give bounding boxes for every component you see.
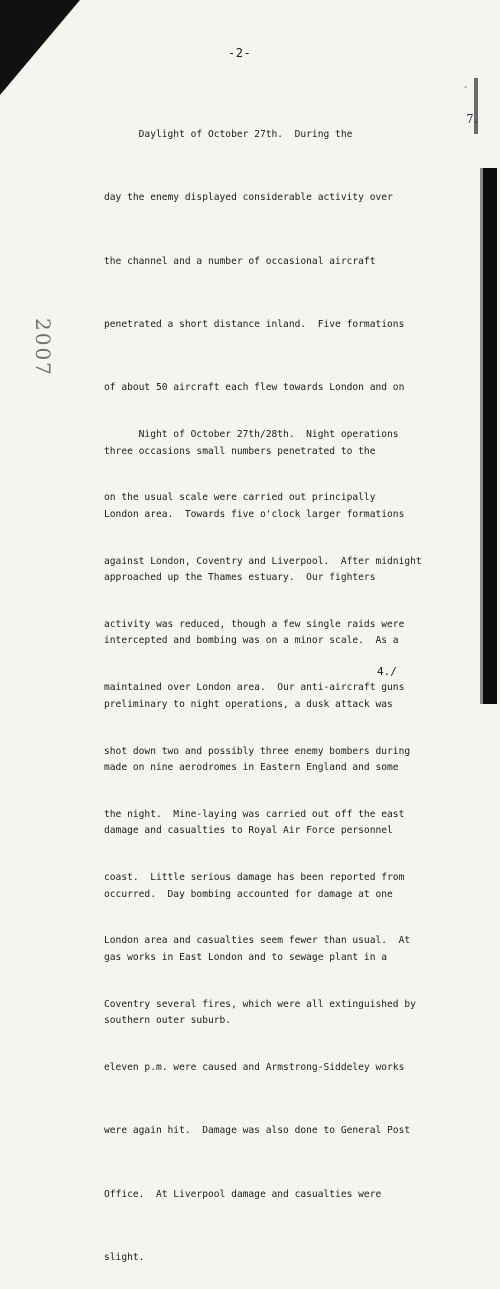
paragraph-night	[104, 382, 464, 1289]
text-line: Daylight of October 27th. During the	[104, 129, 353, 141]
text-line: shot down two and possibly three enemy bombers during	[104, 745, 411, 757]
text-line: were again hit. Damage was also done to General Post	[104, 1125, 411, 1137]
text-line: eleven p.m. were caused and Armstrong-Siddeley works	[104, 1062, 405, 1073]
text-line: approached up the Thames estuary. Our fighters	[104, 572, 376, 584]
text-line: three occasions small numbers penetrated to the	[104, 445, 376, 457]
continuation-marker: 4./	[377, 665, 397, 678]
text-line: gas works in East London and to sewage plant in a	[104, 951, 388, 963]
margin-note: 7.	[466, 112, 478, 126]
text-line: of about 50 aircraft each flew towards London and on	[104, 382, 405, 394]
text-line: Night of October 27th/28th. Night operations	[104, 429, 399, 441]
text-line: the channel and a number of occasional aircraft	[104, 255, 376, 267]
handwritten-annotation: 2007	[31, 318, 55, 377]
text-line: made on nine aerodromes in Eastern England and some	[104, 762, 399, 773]
text-line: against London, Coventry and Liverpool. After midnight	[104, 555, 422, 567]
text-line: intercepted and bombing was on a minor scale. As a	[104, 635, 399, 647]
scan-edge-bar	[483, 168, 497, 704]
page-number: -2-	[228, 46, 252, 60]
text-line: preliminary to night operations, a dusk attack was	[104, 698, 393, 710]
text-line: Coventry several fires, which were all extinguished by	[104, 998, 416, 1010]
text-line: damage and casualties to Royal Air Force personnel	[104, 825, 393, 837]
text-line: activity was reduced, though a few single raids were	[104, 619, 405, 631]
corner-scan-shadow	[0, 0, 80, 95]
text-line: London area and casualties seem fewer than usual. At	[104, 935, 411, 947]
text-line: occurred. Day bombing accounted for damage at one	[104, 888, 393, 900]
margin-faint-mark: -	[464, 82, 468, 93]
text-line: Office. At Liverpool damage and casualties were	[104, 1188, 382, 1200]
text-line: maintained over London area. Our anti-aircraft guns	[104, 682, 405, 694]
text-line: on the usual scale were carried out principally	[104, 492, 376, 504]
text-line: penetrated a short distance inland. Five formations	[104, 319, 405, 331]
text-line: slight.	[104, 1251, 145, 1263]
text-line: coast. Little serious damage has been reported from	[104, 872, 405, 884]
text-line: London area. Towards five o'clock larger formations	[104, 508, 405, 520]
text-line: day the enemy displayed considerable activity over	[104, 192, 393, 204]
text-line: the night. Mine-laying was carried out off the east	[104, 808, 405, 820]
text-line: southern outer suburb.	[104, 1015, 232, 1027]
